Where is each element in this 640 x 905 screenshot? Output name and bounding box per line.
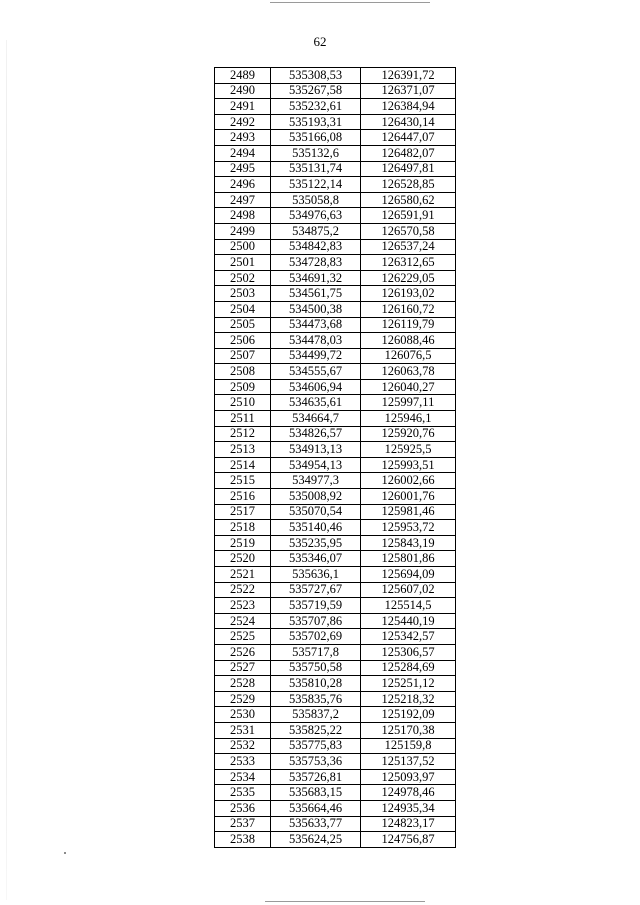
point-number-cell: 2522 <box>215 582 271 598</box>
point-number-cell: 2523 <box>215 598 271 614</box>
table-row <box>215 738 456 754</box>
point-number-cell: 2500 <box>215 239 271 255</box>
x-coordinate-cell: 535825,22 <box>271 722 361 738</box>
x-coordinate-cell: 535308,53 <box>271 68 361 84</box>
x-coordinate-cell: 535726,81 <box>271 769 361 785</box>
x-coordinate-cell: 534635,61 <box>271 395 361 411</box>
table-row <box>215 691 456 707</box>
table-row <box>215 613 456 629</box>
x-coordinate-cell: 535683,15 <box>271 785 361 801</box>
table-row <box>215 660 456 676</box>
table-row <box>215 644 456 660</box>
point-number-cell: 2498 <box>215 208 271 224</box>
y-coordinate-cell: 126229,05 <box>361 270 456 286</box>
x-coordinate-cell: 535702,69 <box>271 629 361 645</box>
point-number-cell: 2514 <box>215 457 271 473</box>
y-coordinate-cell: 126193,02 <box>361 286 456 302</box>
table-row <box>215 223 456 239</box>
x-coordinate-cell: 535267,58 <box>271 83 361 99</box>
y-coordinate-cell: 125170,38 <box>361 722 456 738</box>
point-number-cell: 2527 <box>215 660 271 676</box>
table-row <box>215 769 456 785</box>
point-number-cell: 2535 <box>215 785 271 801</box>
table-row <box>215 582 456 598</box>
y-coordinate-cell: 125192,09 <box>361 707 456 723</box>
table-row <box>215 83 456 99</box>
y-coordinate-cell: 125925,5 <box>361 442 456 458</box>
point-number-cell: 2505 <box>215 317 271 333</box>
x-coordinate-cell: 535070,54 <box>271 504 361 520</box>
x-coordinate-cell: 534473,68 <box>271 317 361 333</box>
y-coordinate-cell: 126312,65 <box>361 255 456 271</box>
table-row <box>215 68 456 84</box>
point-number-cell: 2533 <box>215 754 271 770</box>
table-row <box>215 722 456 738</box>
y-coordinate-cell: 125251,12 <box>361 676 456 692</box>
point-number-cell: 2524 <box>215 613 271 629</box>
x-coordinate-cell: 535131,74 <box>271 161 361 177</box>
point-number-cell: 2529 <box>215 691 271 707</box>
table-row <box>215 551 456 567</box>
x-coordinate-cell: 535008,92 <box>271 489 361 505</box>
y-coordinate-cell: 125342,57 <box>361 629 456 645</box>
table-row <box>215 504 456 520</box>
y-coordinate-cell: 126040,27 <box>361 379 456 395</box>
y-coordinate-cell: 125694,09 <box>361 567 456 583</box>
point-number-cell: 2507 <box>215 348 271 364</box>
point-number-cell: 2497 <box>215 192 271 208</box>
point-number-cell: 2530 <box>215 707 271 723</box>
point-number-cell: 2511 <box>215 411 271 427</box>
table-row <box>215 255 456 271</box>
point-number-cell: 2502 <box>215 270 271 286</box>
table-row <box>215 473 456 489</box>
table-row <box>215 145 456 161</box>
x-coordinate-cell: 534561,75 <box>271 286 361 302</box>
table-row <box>215 317 456 333</box>
point-number-cell: 2489 <box>215 68 271 84</box>
x-coordinate-cell: 535633,77 <box>271 816 361 832</box>
x-coordinate-cell: 535232,61 <box>271 99 361 115</box>
table-row <box>215 161 456 177</box>
point-number-cell: 2536 <box>215 800 271 816</box>
point-number-cell: 2531 <box>215 722 271 738</box>
table-row <box>215 270 456 286</box>
coordinates-table <box>214 67 456 848</box>
x-coordinate-cell: 534875,2 <box>271 223 361 239</box>
point-number-cell: 2490 <box>215 83 271 99</box>
table-row <box>215 333 456 349</box>
table-row <box>215 177 456 193</box>
table-row <box>215 348 456 364</box>
x-coordinate-cell: 534977,3 <box>271 473 361 489</box>
y-coordinate-cell: 124756,87 <box>361 832 456 848</box>
x-coordinate-cell: 535707,86 <box>271 613 361 629</box>
point-number-cell: 2532 <box>215 738 271 754</box>
y-coordinate-cell: 126430,14 <box>361 114 456 130</box>
table-row <box>215 442 456 458</box>
y-coordinate-cell: 124935,34 <box>361 800 456 816</box>
x-coordinate-cell: 535750,58 <box>271 660 361 676</box>
y-coordinate-cell: 126088,46 <box>361 333 456 349</box>
x-coordinate-cell: 535166,08 <box>271 130 361 146</box>
y-coordinate-cell: 126591,91 <box>361 208 456 224</box>
point-number-cell: 2510 <box>215 395 271 411</box>
point-number-cell: 2493 <box>215 130 271 146</box>
table-row <box>215 395 456 411</box>
table-row <box>215 520 456 536</box>
table-row <box>215 426 456 442</box>
table-row <box>215 99 456 115</box>
y-coordinate-cell: 126537,24 <box>361 239 456 255</box>
x-coordinate-cell: 534606,94 <box>271 379 361 395</box>
point-number-cell: 2519 <box>215 535 271 551</box>
y-coordinate-cell: 125953,72 <box>361 520 456 536</box>
point-number-cell: 2501 <box>215 255 271 271</box>
table-row <box>215 785 456 801</box>
y-coordinate-cell: 126076,5 <box>361 348 456 364</box>
point-number-cell: 2494 <box>215 145 271 161</box>
table-row <box>215 489 456 505</box>
point-number-cell: 2520 <box>215 551 271 567</box>
point-number-cell: 2504 <box>215 301 271 317</box>
y-coordinate-cell: 125607,02 <box>361 582 456 598</box>
y-coordinate-cell: 125514,5 <box>361 598 456 614</box>
y-coordinate-cell: 125440,19 <box>361 613 456 629</box>
table-row <box>215 130 456 146</box>
x-coordinate-cell: 535624,25 <box>271 832 361 848</box>
x-coordinate-cell: 534478,03 <box>271 333 361 349</box>
x-coordinate-cell: 535058,8 <box>271 192 361 208</box>
x-coordinate-cell: 535193,31 <box>271 114 361 130</box>
x-coordinate-cell: 535346,07 <box>271 551 361 567</box>
point-number-cell: 2526 <box>215 644 271 660</box>
y-coordinate-cell: 125306,57 <box>361 644 456 660</box>
table-row <box>215 754 456 770</box>
table-row <box>215 629 456 645</box>
point-number-cell: 2538 <box>215 832 271 848</box>
x-coordinate-cell: 534500,38 <box>271 301 361 317</box>
table-row <box>215 114 456 130</box>
x-coordinate-cell: 534826,57 <box>271 426 361 442</box>
y-coordinate-cell: 126497,81 <box>361 161 456 177</box>
x-coordinate-cell: 535753,36 <box>271 754 361 770</box>
y-coordinate-cell: 126160,72 <box>361 301 456 317</box>
y-coordinate-cell: 125920,76 <box>361 426 456 442</box>
point-number-cell: 2516 <box>215 489 271 505</box>
x-coordinate-cell: 535719,59 <box>271 598 361 614</box>
table-row <box>215 208 456 224</box>
page-number: 62 <box>313 34 327 49</box>
x-coordinate-cell: 534728,83 <box>271 255 361 271</box>
table-row <box>215 239 456 255</box>
point-number-cell: 2534 <box>215 769 271 785</box>
point-number-cell: 2537 <box>215 816 271 832</box>
table-row <box>215 567 456 583</box>
point-number-cell: 2503 <box>215 286 271 302</box>
x-coordinate-cell: 534499,72 <box>271 348 361 364</box>
y-coordinate-cell: 125997,11 <box>361 395 456 411</box>
y-coordinate-cell: 126384,94 <box>361 99 456 115</box>
table-row <box>215 707 456 723</box>
y-coordinate-cell: 126447,07 <box>361 130 456 146</box>
table-row <box>215 286 456 302</box>
x-coordinate-cell: 535235,95 <box>271 535 361 551</box>
x-coordinate-cell: 534664,7 <box>271 411 361 427</box>
y-coordinate-cell: 125801,86 <box>361 551 456 567</box>
point-number-cell: 2491 <box>215 99 271 115</box>
y-coordinate-cell: 125218,32 <box>361 691 456 707</box>
x-coordinate-cell: 534842,83 <box>271 239 361 255</box>
y-coordinate-cell: 125981,46 <box>361 504 456 520</box>
x-coordinate-cell: 535810,28 <box>271 676 361 692</box>
point-number-cell: 2525 <box>215 629 271 645</box>
table-row <box>215 379 456 395</box>
table-row <box>215 411 456 427</box>
x-coordinate-cell: 535140,46 <box>271 520 361 536</box>
y-coordinate-cell: 126482,07 <box>361 145 456 161</box>
x-coordinate-cell: 534954,13 <box>271 457 361 473</box>
point-number-cell: 2518 <box>215 520 271 536</box>
point-number-cell: 2496 <box>215 177 271 193</box>
coordinates-table-body <box>215 68 456 848</box>
x-coordinate-cell: 534913,13 <box>271 442 361 458</box>
y-coordinate-cell: 126063,78 <box>361 364 456 380</box>
point-number-cell: 2517 <box>215 504 271 520</box>
x-coordinate-cell: 535775,83 <box>271 738 361 754</box>
x-coordinate-cell: 535636,1 <box>271 567 361 583</box>
table-row <box>215 800 456 816</box>
point-number-cell: 2512 <box>215 426 271 442</box>
x-coordinate-cell: 535837,2 <box>271 707 361 723</box>
scan-edge-bottom <box>265 901 425 902</box>
table-row <box>215 301 456 317</box>
x-coordinate-cell: 535132,6 <box>271 145 361 161</box>
y-coordinate-cell: 126119,79 <box>361 317 456 333</box>
y-coordinate-cell: 125137,52 <box>361 754 456 770</box>
x-coordinate-cell: 535122,14 <box>271 177 361 193</box>
y-coordinate-cell: 126580,62 <box>361 192 456 208</box>
scan-edge-top <box>270 2 430 3</box>
x-coordinate-cell: 535664,46 <box>271 800 361 816</box>
y-coordinate-cell: 125843,19 <box>361 535 456 551</box>
point-number-cell: 2515 <box>215 473 271 489</box>
point-number-cell: 2492 <box>215 114 271 130</box>
y-coordinate-cell: 124978,46 <box>361 785 456 801</box>
point-number-cell: 2508 <box>215 364 271 380</box>
table-row <box>215 535 456 551</box>
y-coordinate-cell: 125946,1 <box>361 411 456 427</box>
table-row <box>215 364 456 380</box>
point-number-cell: 2521 <box>215 567 271 583</box>
y-coordinate-cell: 125284,69 <box>361 660 456 676</box>
x-coordinate-cell: 535727,67 <box>271 582 361 598</box>
x-coordinate-cell: 535835,76 <box>271 691 361 707</box>
point-number-cell: 2513 <box>215 442 271 458</box>
point-number-cell: 2528 <box>215 676 271 692</box>
y-coordinate-cell: 126001,76 <box>361 489 456 505</box>
y-coordinate-cell: 125993,51 <box>361 457 456 473</box>
x-coordinate-cell: 534691,32 <box>271 270 361 286</box>
table-row <box>215 457 456 473</box>
table-row <box>215 816 456 832</box>
y-coordinate-cell: 126528,85 <box>361 177 456 193</box>
table-row <box>215 192 456 208</box>
table-row <box>215 676 456 692</box>
scan-speck <box>64 852 66 854</box>
scan-edge-left <box>6 40 7 900</box>
y-coordinate-cell: 125093,97 <box>361 769 456 785</box>
x-coordinate-cell: 534555,67 <box>271 364 361 380</box>
x-coordinate-cell: 535717,8 <box>271 644 361 660</box>
x-coordinate-cell: 534976,63 <box>271 208 361 224</box>
y-coordinate-cell: 126570,58 <box>361 223 456 239</box>
table-row <box>215 832 456 848</box>
point-number-cell: 2509 <box>215 379 271 395</box>
point-number-cell: 2506 <box>215 333 271 349</box>
point-number-cell: 2499 <box>215 223 271 239</box>
y-coordinate-cell: 125159,8 <box>361 738 456 754</box>
table-row <box>215 598 456 614</box>
y-coordinate-cell: 126371,07 <box>361 83 456 99</box>
y-coordinate-cell: 126391,72 <box>361 68 456 84</box>
y-coordinate-cell: 124823,17 <box>361 816 456 832</box>
y-coordinate-cell: 126002,66 <box>361 473 456 489</box>
point-number-cell: 2495 <box>215 161 271 177</box>
